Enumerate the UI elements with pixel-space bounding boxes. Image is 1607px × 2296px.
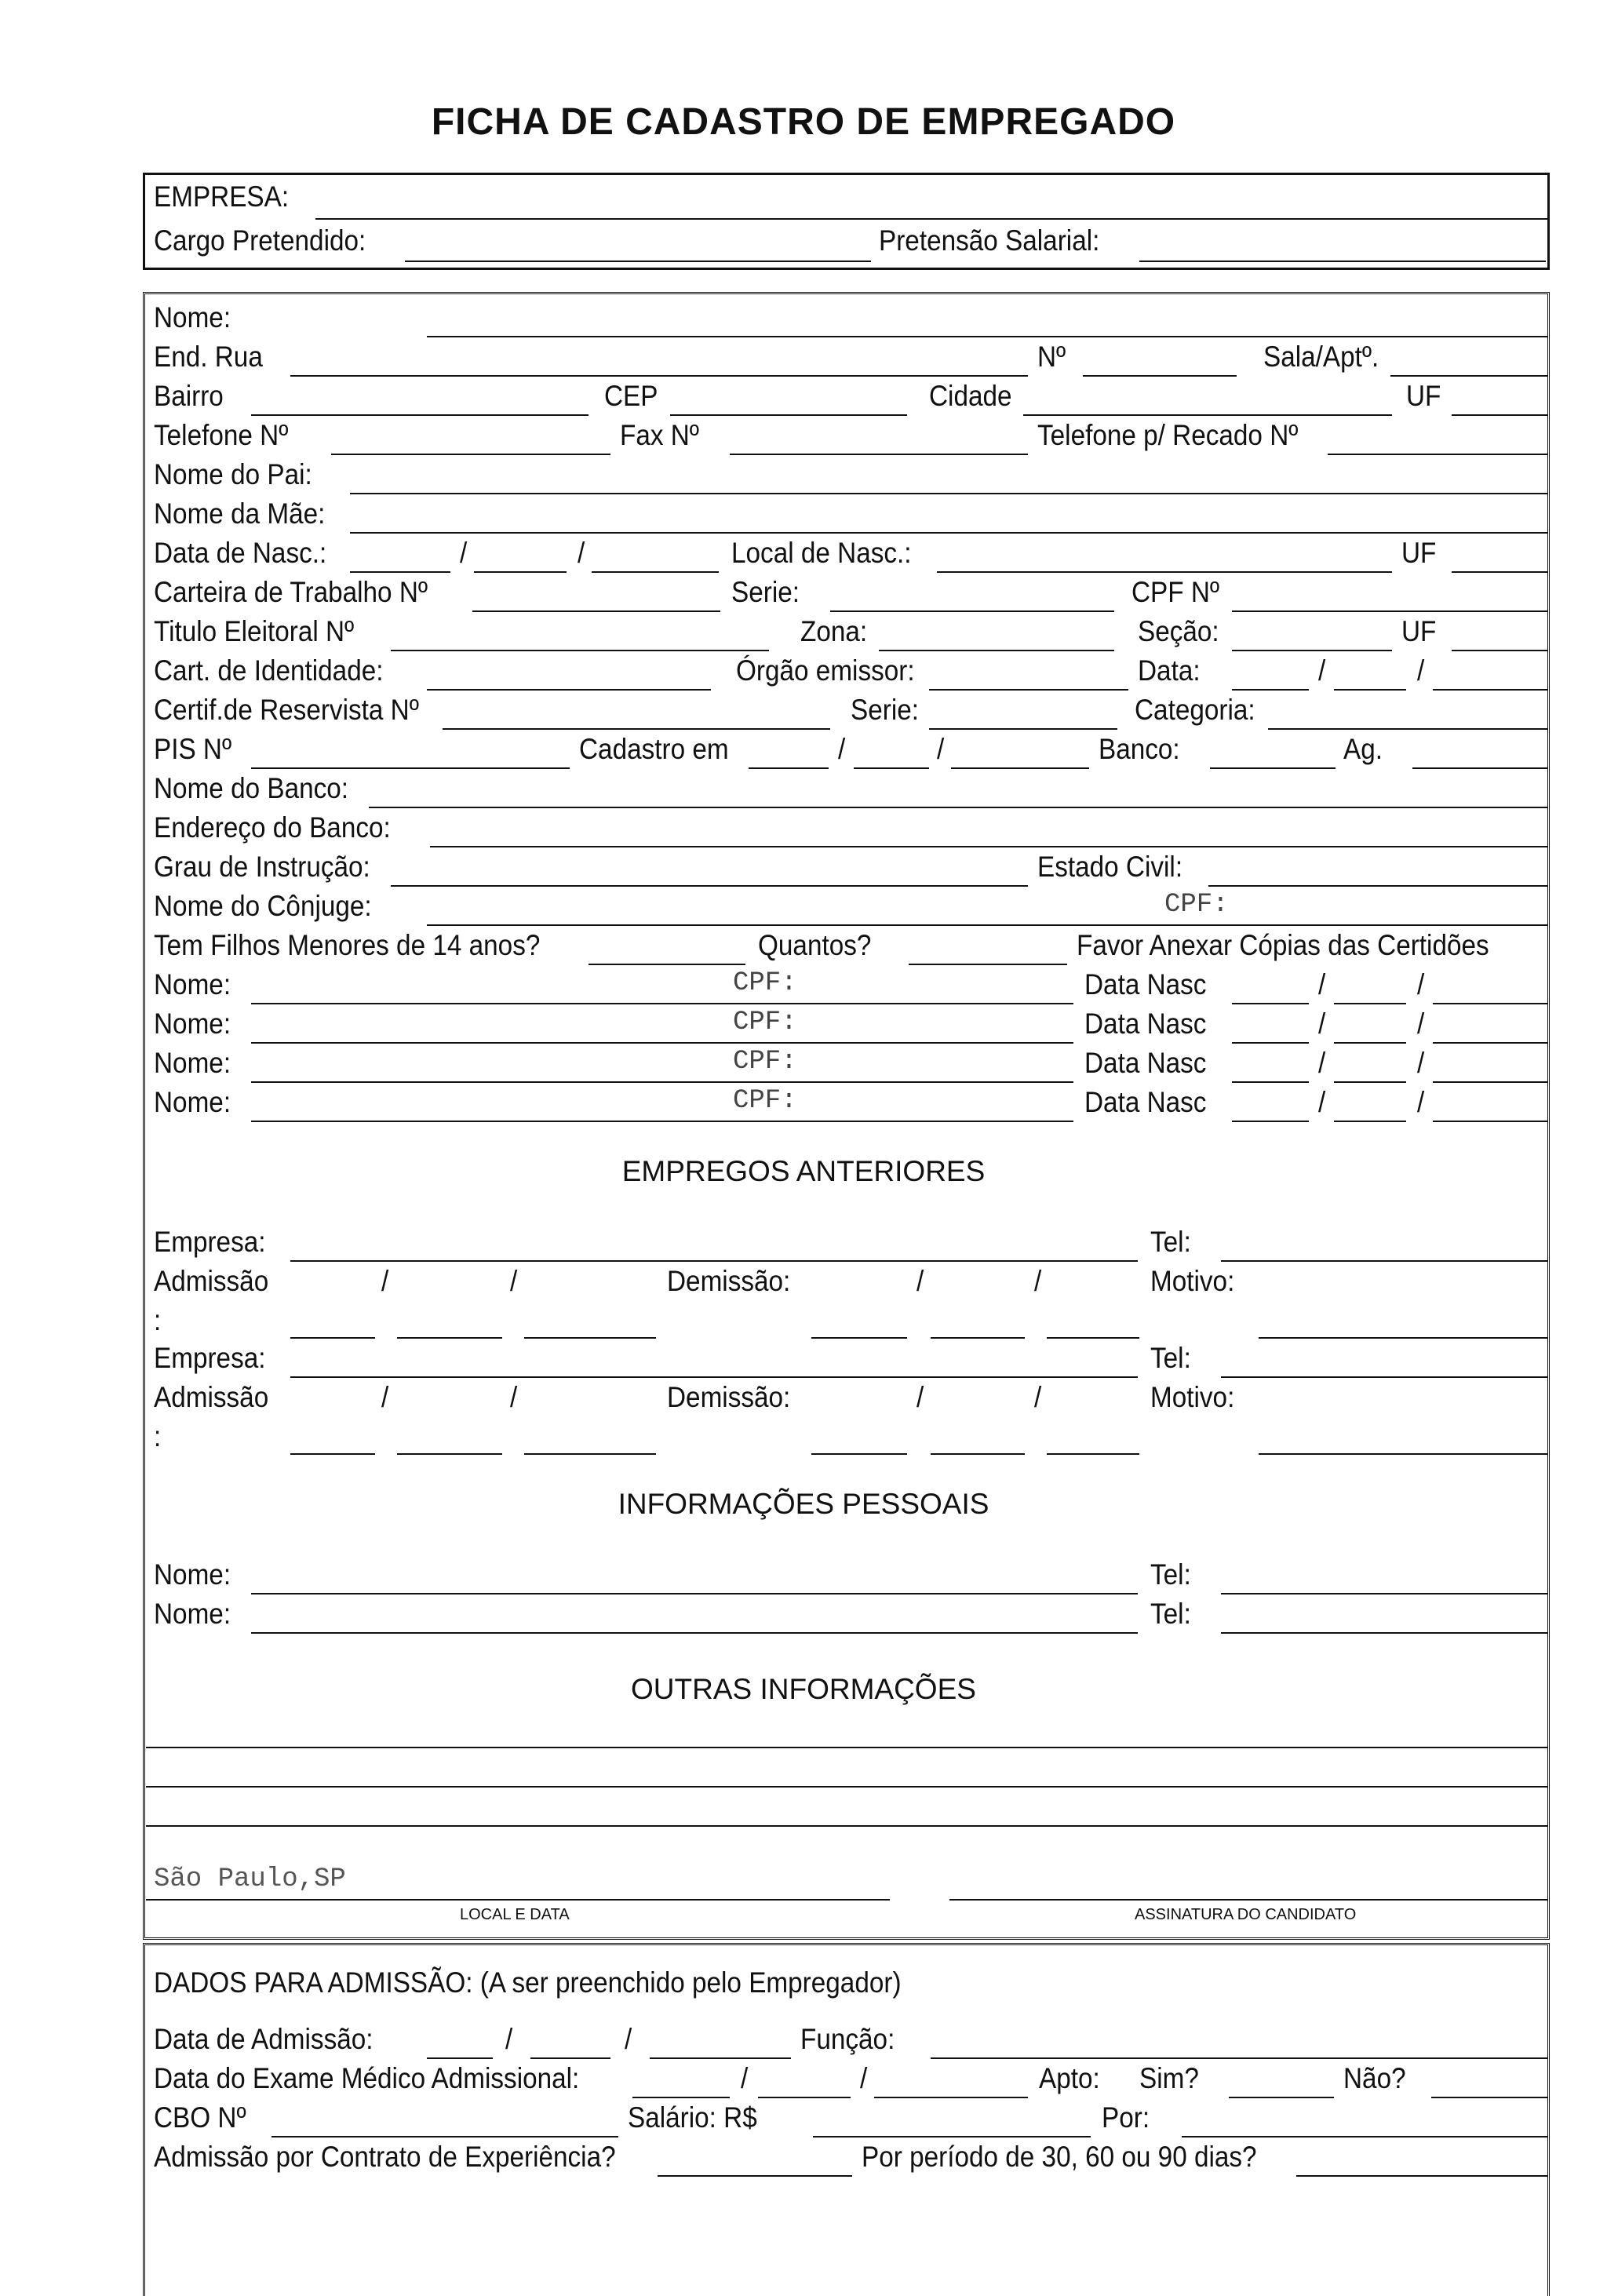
job-admissao-colon: : bbox=[154, 1304, 162, 1336]
local-value: São Paulo,SP bbox=[154, 1864, 346, 1894]
categoria-field[interactable] bbox=[1268, 728, 1547, 730]
job-dem-year[interactable] bbox=[1047, 1337, 1139, 1339]
identidade-label: Cart. de Identidade: bbox=[154, 654, 384, 687]
slash: / bbox=[741, 2062, 749, 2094]
serie-field-2[interactable] bbox=[929, 728, 1117, 730]
child-data-nasc-label: Data Nasc bbox=[1084, 1008, 1207, 1040]
quantos-field[interactable] bbox=[909, 964, 1067, 965]
job-tel-label: Tel: bbox=[1150, 1226, 1191, 1258]
child-nasc-year[interactable] bbox=[1433, 1121, 1547, 1122]
slash: / bbox=[1417, 968, 1425, 1000]
fax-label: Fax Nº bbox=[620, 419, 699, 451]
job-admissao-colon: : bbox=[154, 1420, 162, 1452]
job-empresa-label: Empresa: bbox=[154, 1342, 266, 1374]
secao-label: Seção: bbox=[1138, 615, 1219, 647]
apto-label: Apto: bbox=[1039, 2062, 1100, 2094]
local-caption: LOCAL E DATA bbox=[460, 1906, 570, 1923]
job-dem-year[interactable] bbox=[1047, 1453, 1139, 1455]
ctps-field[interactable] bbox=[472, 610, 720, 612]
cadastro-year[interactable] bbox=[951, 767, 1089, 769]
local-nasc-field[interactable] bbox=[937, 571, 1392, 573]
slash: / bbox=[1417, 1047, 1425, 1079]
periodo-field[interactable] bbox=[1296, 2175, 1547, 2177]
end-rua-label: End. Rua bbox=[154, 341, 263, 373]
child-nasc-day[interactable] bbox=[1232, 1003, 1309, 1004]
estado-civil-label: Estado Civil: bbox=[1037, 851, 1183, 883]
job-tel-field[interactable] bbox=[1221, 1376, 1547, 1378]
slash: / bbox=[1318, 654, 1326, 687]
exame-day[interactable] bbox=[632, 2097, 730, 2098]
job-tel-label: Tel: bbox=[1150, 1342, 1191, 1374]
data-nasc-year[interactable] bbox=[592, 571, 719, 573]
ref-nome-label: Nome: bbox=[154, 1558, 231, 1591]
signature-field[interactable] bbox=[949, 1899, 1547, 1901]
pretensao-label: Pretensão Salarial: bbox=[879, 224, 1100, 257]
estado-civil-field[interactable] bbox=[1208, 885, 1547, 887]
child-nasc-year[interactable] bbox=[1433, 1003, 1547, 1004]
uf-label-3: UF bbox=[1401, 615, 1437, 647]
banco-field[interactable] bbox=[1210, 767, 1336, 769]
nome-candidato-field[interactable] bbox=[427, 336, 1547, 337]
serie-field-1[interactable] bbox=[830, 610, 1114, 612]
job-empresa-label: Empresa: bbox=[154, 1226, 266, 1258]
adm-day[interactable] bbox=[427, 2057, 493, 2059]
slash: / bbox=[916, 1381, 924, 1413]
cbo-label: CBO Nº bbox=[154, 2101, 246, 2134]
ref-nome-field[interactable] bbox=[251, 1593, 1138, 1594]
pai-label: Nome do Pai: bbox=[154, 458, 312, 490]
job-tel-field[interactable] bbox=[1221, 1260, 1547, 1262]
zona-label: Zona: bbox=[800, 615, 868, 647]
slash: / bbox=[460, 537, 468, 569]
contrato-field[interactable] bbox=[658, 2175, 852, 2177]
nome-candidato-label: Nome: bbox=[154, 301, 231, 333]
sim-field[interactable] bbox=[1229, 2097, 1334, 2098]
signature-caption: ASSINATURA DO CANDIDATO bbox=[1135, 1906, 1357, 1923]
child-cpf-label: CPF: bbox=[733, 1086, 797, 1116]
data-nasc-month[interactable] bbox=[474, 571, 567, 573]
uf-field-1[interactable] bbox=[1452, 414, 1547, 416]
child-nome-label: Nome: bbox=[154, 1008, 231, 1040]
child-nome-field[interactable] bbox=[251, 1121, 1073, 1122]
titulo-label: Titulo Eleitoral Nº bbox=[154, 615, 355, 647]
child-nasc-day[interactable] bbox=[1232, 1121, 1309, 1122]
local-date-field[interactable] bbox=[146, 1899, 890, 1901]
bairro-field[interactable] bbox=[251, 414, 589, 416]
job-adm-day[interactable] bbox=[290, 1337, 375, 1339]
numero-label: Nº bbox=[1037, 341, 1066, 373]
cidade-label: Cidade bbox=[929, 380, 1012, 412]
slash: / bbox=[1417, 654, 1425, 687]
data-day[interactable] bbox=[1232, 689, 1309, 691]
ag-field[interactable] bbox=[1412, 767, 1547, 769]
conjuge-cpf-label: CPF: bbox=[1164, 890, 1229, 920]
job-adm-month[interactable] bbox=[397, 1453, 502, 1455]
slash: / bbox=[381, 1381, 389, 1413]
job-admissao-label: Admissão bbox=[154, 1265, 269, 1297]
numero-field[interactable] bbox=[1083, 375, 1237, 377]
cargo-label: Cargo Pretendido: bbox=[154, 224, 366, 257]
cep-label: CEP bbox=[604, 380, 658, 412]
child-cpf-label: CPF: bbox=[733, 968, 797, 998]
salario-field[interactable] bbox=[813, 2136, 1091, 2137]
slash: / bbox=[1318, 968, 1326, 1000]
other-info-heading: OUTRAS INFORMAÇÕES bbox=[631, 1673, 976, 1705]
nao-label: Não? bbox=[1343, 2062, 1406, 2094]
empresa-field[interactable] bbox=[315, 218, 1547, 220]
orgao-label: Órgão emissor: bbox=[736, 654, 915, 687]
child-nome-label: Nome: bbox=[154, 1086, 231, 1118]
child-data-nasc-label: Data Nasc bbox=[1084, 1086, 1207, 1118]
slash: / bbox=[381, 1265, 389, 1297]
cpf-n-label: CPF Nº bbox=[1131, 576, 1220, 608]
ref-nome-label: Nome: bbox=[154, 1598, 231, 1630]
salario-label: Salário: R$ bbox=[628, 2101, 757, 2134]
ref-tel-label: Tel: bbox=[1150, 1558, 1191, 1591]
end-banco-field[interactable] bbox=[430, 846, 1547, 847]
job-dem-month[interactable] bbox=[931, 1453, 1025, 1455]
child-nome-label: Nome: bbox=[154, 1047, 231, 1079]
job-adm-month[interactable] bbox=[397, 1337, 502, 1339]
anexar-label: Favor Anexar Cópias das Certidões bbox=[1077, 929, 1489, 961]
child-cpf-label: CPF: bbox=[733, 1008, 797, 1037]
uf-field-3[interactable] bbox=[1452, 650, 1547, 651]
local-nasc-label: Local de Nasc.: bbox=[731, 537, 912, 569]
serie-label-2: Serie: bbox=[851, 694, 919, 726]
pis-label: PIS Nº bbox=[154, 733, 232, 765]
conjuge-label: Nome do Cônjuge: bbox=[154, 890, 372, 922]
child-nasc-year[interactable] bbox=[1433, 1042, 1547, 1044]
pis-field[interactable] bbox=[251, 767, 570, 769]
cpf-n-field[interactable] bbox=[1232, 610, 1547, 612]
sala-field[interactable] bbox=[1390, 375, 1547, 377]
child-data-nasc-label: Data Nasc bbox=[1084, 968, 1207, 1000]
cadastro-day[interactable] bbox=[749, 767, 829, 769]
serie-label-1: Serie: bbox=[731, 576, 800, 608]
periodo-label: Por período de 30, 60 ou 90 dias? bbox=[862, 2141, 1257, 2173]
job-motivo-field[interactable] bbox=[1259, 1453, 1547, 1455]
conjuge-field[interactable] bbox=[427, 924, 1547, 926]
slash: / bbox=[1034, 1265, 1042, 1297]
data-year[interactable] bbox=[1433, 689, 1547, 691]
slash: / bbox=[1318, 1086, 1326, 1118]
adm-month[interactable] bbox=[530, 2057, 610, 2059]
adm-year[interactable] bbox=[650, 2057, 791, 2059]
secao-field[interactable] bbox=[1232, 650, 1392, 651]
filhos-label: Tem Filhos Menores de 14 anos? bbox=[154, 929, 541, 961]
form-title: FICHA DE CADASTRO DE EMPREGADO bbox=[431, 101, 1176, 143]
child-nome-field[interactable] bbox=[251, 1042, 1073, 1044]
funcao-field[interactable] bbox=[931, 2057, 1547, 2059]
child-nasc-month[interactable] bbox=[1334, 1081, 1406, 1083]
cbo-field[interactable] bbox=[271, 2136, 618, 2137]
cadastro-month[interactable] bbox=[854, 767, 929, 769]
ag-label: Ag. bbox=[1343, 733, 1383, 765]
categoria-label: Categoria: bbox=[1135, 694, 1255, 726]
identidade-field[interactable] bbox=[427, 689, 711, 691]
tel-recado-field[interactable] bbox=[1328, 454, 1547, 455]
zona-field[interactable] bbox=[879, 650, 1114, 651]
ref-tel-field[interactable] bbox=[1221, 1632, 1547, 1634]
job-demissao-label: Demissão: bbox=[667, 1265, 791, 1297]
slash: / bbox=[1417, 1008, 1425, 1040]
pai-field[interactable] bbox=[350, 493, 1547, 494]
cidade-field[interactable] bbox=[1023, 414, 1392, 416]
job-admissao-label: Admissão bbox=[154, 1381, 269, 1413]
filhos-field[interactable] bbox=[589, 964, 745, 965]
data-nasc-day[interactable] bbox=[350, 571, 450, 573]
fax-field[interactable] bbox=[730, 454, 1028, 455]
data-admissao-label: Data de Admissão: bbox=[154, 2023, 374, 2055]
por-label: Por: bbox=[1102, 2101, 1150, 2134]
end-rua-field[interactable] bbox=[290, 375, 1028, 377]
child-nasc-month[interactable] bbox=[1334, 1121, 1406, 1122]
child-cpf-label: CPF: bbox=[733, 1047, 797, 1077]
child-data-nasc-label: Data Nasc bbox=[1084, 1047, 1207, 1079]
uf-label-2: UF bbox=[1401, 537, 1437, 569]
job-motivo-label: Motivo: bbox=[1150, 1381, 1235, 1413]
slash: / bbox=[838, 733, 846, 765]
job-dem-day[interactable] bbox=[811, 1337, 907, 1339]
telefone-field[interactable] bbox=[331, 454, 610, 455]
job-motivo-label: Motivo: bbox=[1150, 1265, 1235, 1297]
data-month[interactable] bbox=[1334, 689, 1406, 691]
slash: / bbox=[625, 2023, 632, 2055]
cargo-field[interactable] bbox=[405, 261, 871, 262]
job-adm-year[interactable] bbox=[524, 1453, 656, 1455]
child-nome-field[interactable] bbox=[251, 1003, 1073, 1004]
ref-tel-field[interactable] bbox=[1221, 1593, 1547, 1594]
tel-recado-label: Telefone p/ Recado Nº bbox=[1037, 419, 1299, 451]
exame-label: Data do Exame Médico Admissional: bbox=[154, 2062, 580, 2094]
por-field[interactable] bbox=[1182, 2136, 1547, 2137]
telefone-label: Telefone Nº bbox=[154, 419, 289, 451]
reservista-field[interactable] bbox=[443, 728, 830, 730]
admission-heading: DADOS PARA ADMISSÃO: (A ser preenchido pelo Empregador) bbox=[154, 1966, 902, 1999]
funcao-label: Função: bbox=[800, 2023, 895, 2055]
uf-label-1: UF bbox=[1406, 380, 1441, 412]
nome-banco-label: Nome do Banco: bbox=[154, 772, 349, 804]
quantos-label: Quantos? bbox=[758, 929, 872, 961]
job-demissao-label: Demissão: bbox=[667, 1381, 791, 1413]
mae-field[interactable] bbox=[350, 532, 1547, 534]
mae-label: Nome da Mãe: bbox=[154, 497, 326, 530]
ref-nome-field[interactable] bbox=[251, 1632, 1138, 1634]
slash: / bbox=[937, 733, 945, 765]
child-nasc-year[interactable] bbox=[1433, 1081, 1547, 1083]
cep-field[interactable] bbox=[670, 414, 907, 416]
job-dem-day[interactable] bbox=[811, 1453, 907, 1455]
job-motivo-field[interactable] bbox=[1259, 1337, 1547, 1339]
instrucao-field[interactable] bbox=[391, 885, 1028, 887]
orgao-field[interactable] bbox=[929, 689, 1128, 691]
titulo-field[interactable] bbox=[391, 650, 769, 651]
uf-field-2[interactable] bbox=[1452, 571, 1547, 573]
slash: / bbox=[578, 537, 585, 569]
data-nasc-label: Data de Nasc.: bbox=[154, 537, 327, 569]
job-empresa-field[interactable] bbox=[290, 1376, 1138, 1378]
slash: / bbox=[1417, 1086, 1425, 1118]
data-label: Data: bbox=[1138, 654, 1201, 687]
slash: / bbox=[510, 1381, 518, 1413]
exame-month[interactable] bbox=[758, 2097, 851, 2098]
slash: / bbox=[1318, 1047, 1326, 1079]
nome-banco-field[interactable] bbox=[369, 807, 1547, 808]
ctps-label: Carteira de Trabalho Nº bbox=[154, 576, 428, 608]
empresa-label: EMPRESA: bbox=[154, 180, 290, 213]
bairro-label: Bairro bbox=[154, 380, 224, 412]
instrucao-label: Grau de Instrução: bbox=[154, 851, 370, 883]
child-nasc-month[interactable] bbox=[1334, 1003, 1406, 1004]
job-adm-year[interactable] bbox=[524, 1337, 656, 1339]
slash: / bbox=[1034, 1381, 1042, 1413]
child-nasc-month[interactable] bbox=[1334, 1042, 1406, 1044]
pretensao-field[interactable] bbox=[1139, 261, 1546, 262]
slash: / bbox=[505, 2023, 513, 2055]
empregos-heading: EMPREGOS ANTERIORES bbox=[621, 1155, 986, 1187]
other-info-line-3[interactable] bbox=[146, 1825, 1547, 1827]
sim-label: Sim? bbox=[1139, 2062, 1199, 2094]
slash: / bbox=[916, 1265, 924, 1297]
nao-field[interactable] bbox=[1431, 2097, 1547, 2098]
child-nome-label: Nome: bbox=[154, 968, 231, 1000]
job-empresa-field[interactable] bbox=[290, 1260, 1138, 1262]
slash: / bbox=[860, 2062, 868, 2094]
ref-tel-label: Tel: bbox=[1150, 1598, 1191, 1630]
personal-info-heading: INFORMAÇÕES PESSOAIS bbox=[618, 1488, 989, 1520]
job-adm-day[interactable] bbox=[290, 1453, 375, 1455]
end-banco-label: Endereço do Banco: bbox=[154, 811, 391, 844]
job-dem-month[interactable] bbox=[931, 1337, 1025, 1339]
other-info-line-2[interactable] bbox=[146, 1786, 1547, 1788]
child-nome-field[interactable] bbox=[251, 1081, 1073, 1083]
cadastro-em-label: Cadastro em bbox=[579, 733, 729, 765]
reservista-label: Certif.de Reservista Nº bbox=[154, 694, 419, 726]
contrato-label: Admissão por Contrato de Experiência? bbox=[154, 2141, 616, 2173]
sala-label: Sala/Aptº. bbox=[1263, 341, 1379, 373]
exame-year[interactable] bbox=[874, 2097, 1028, 2098]
child-nasc-day[interactable] bbox=[1232, 1081, 1309, 1083]
other-info-line-1[interactable] bbox=[146, 1747, 1547, 1748]
child-nasc-day[interactable] bbox=[1232, 1042, 1309, 1044]
slash: / bbox=[510, 1265, 518, 1297]
banco-label: Banco: bbox=[1099, 733, 1180, 765]
slash: / bbox=[1318, 1008, 1326, 1040]
